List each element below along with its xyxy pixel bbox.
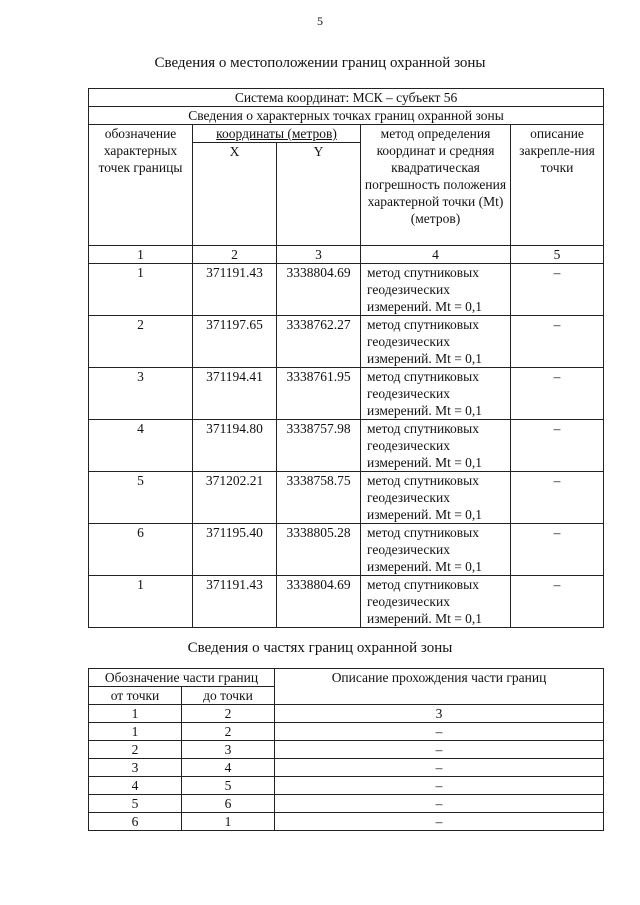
header-desc: описание закрепле-ния точки [511,125,604,246]
table-row [89,368,604,420]
column-number: 4 [361,246,511,264]
part-description: – [275,741,604,759]
point-description: – [511,264,604,316]
point-description: – [511,368,604,420]
method: метод спутниковых геодезических измерений. Mt = 0,1 [361,264,511,316]
point-description: – [511,316,604,368]
table-row [89,420,604,472]
table-row [89,759,604,777]
column-number: 1 [89,705,182,723]
header-part: Обозначение части границ [89,669,275,687]
table-row [89,316,604,368]
column-number: 2 [182,705,275,723]
table-row [89,777,604,795]
from-point: 1 [89,723,182,741]
points-subtitle: Сведения о характерных точках границ охранной зоны [89,107,604,125]
header-method: метод определения координат и средняя квадратическая погрешность положения характерной точки (Mt) (метров) [361,125,511,246]
point-description: – [511,472,604,524]
column-number: 3 [277,246,361,264]
parts-title: Сведения о частях границ охранной зоны [187,640,453,656]
parts-table [88,668,604,831]
part-description: – [275,777,604,795]
coord-y: 3338758.75 [277,472,361,524]
table-row [89,741,604,759]
part-description: – [275,759,604,777]
coord-y: 3338762.27 [277,316,361,368]
header-part-desc: Описание прохождения части границ [275,669,604,705]
header-point: обозначение характерных точек границы [89,125,193,246]
table-row [89,723,604,741]
column-numbers-row [89,246,604,264]
method: метод спутниковых геодезических измерений. Mt = 0,1 [361,316,511,368]
point-description: – [511,524,604,576]
point-number: 3 [89,368,193,420]
part-description: – [275,813,604,831]
point-description: – [511,420,604,472]
table-row [89,472,604,524]
method: метод спутниковых геодезических измерений. Mt = 0,1 [361,420,511,472]
coord-y: 3338804.69 [277,576,361,628]
method: метод спутниковых геодезических измерений. Mt = 0,1 [361,524,511,576]
from-point: 6 [89,813,182,831]
method: метод спутниковых геодезических измерений. Mt = 0,1 [361,368,511,420]
method: метод спутниковых геодезических измерений. Mt = 0,1 [361,576,511,628]
part-description: – [275,723,604,741]
column-number: 2 [193,246,277,264]
point-number: 1 [89,576,193,628]
parts-numbers-row [89,705,604,723]
point-number: 1 [89,264,193,316]
header-to: до точки [182,687,275,705]
point-number: 2 [89,316,193,368]
method: метод спутниковых геодезических измерений. Mt = 0,1 [361,472,511,524]
part-description: – [275,795,604,813]
from-point: 3 [89,759,182,777]
point-number: 6 [89,524,193,576]
from-point: 4 [89,777,182,795]
coord-x: 371194.41 [193,368,277,420]
coord-y: 3338805.28 [277,524,361,576]
coord-x: 371191.43 [193,576,277,628]
to-point: 6 [182,795,275,813]
header-y: Y [277,143,361,246]
table-row [89,264,604,316]
header-coords: координаты (метров) [216,126,337,141]
point-number: 5 [89,472,193,524]
table-row [89,795,604,813]
column-number: 3 [275,705,604,723]
table-row [89,813,604,831]
coord-system: Система координат: МСК – субъект 56 [89,89,604,107]
coord-x: 371194.80 [193,420,277,472]
point-description: – [511,576,604,628]
column-number: 5 [511,246,604,264]
to-point: 3 [182,741,275,759]
header-from: от точки [89,687,182,705]
table-row [89,524,604,576]
coord-y: 3338804.69 [277,264,361,316]
page-number: 5 [317,14,323,28]
from-point: 5 [89,795,182,813]
coord-x: 371197.65 [193,316,277,368]
coord-y: 3338761.95 [277,368,361,420]
from-point: 2 [89,741,182,759]
coord-x: 371195.40 [193,524,277,576]
coord-y: 3338757.98 [277,420,361,472]
point-number: 4 [89,420,193,472]
points-table [88,88,604,628]
coord-x: 371202.21 [193,472,277,524]
boundaries-title: Сведения о местоположении границ охранной зоны [154,55,486,71]
to-point: 5 [182,777,275,795]
to-point: 1 [182,813,275,831]
header-x: X [193,143,277,246]
column-number: 1 [89,246,193,264]
table-row [89,576,604,628]
to-point: 4 [182,759,275,777]
to-point: 2 [182,723,275,741]
coord-x: 371191.43 [193,264,277,316]
